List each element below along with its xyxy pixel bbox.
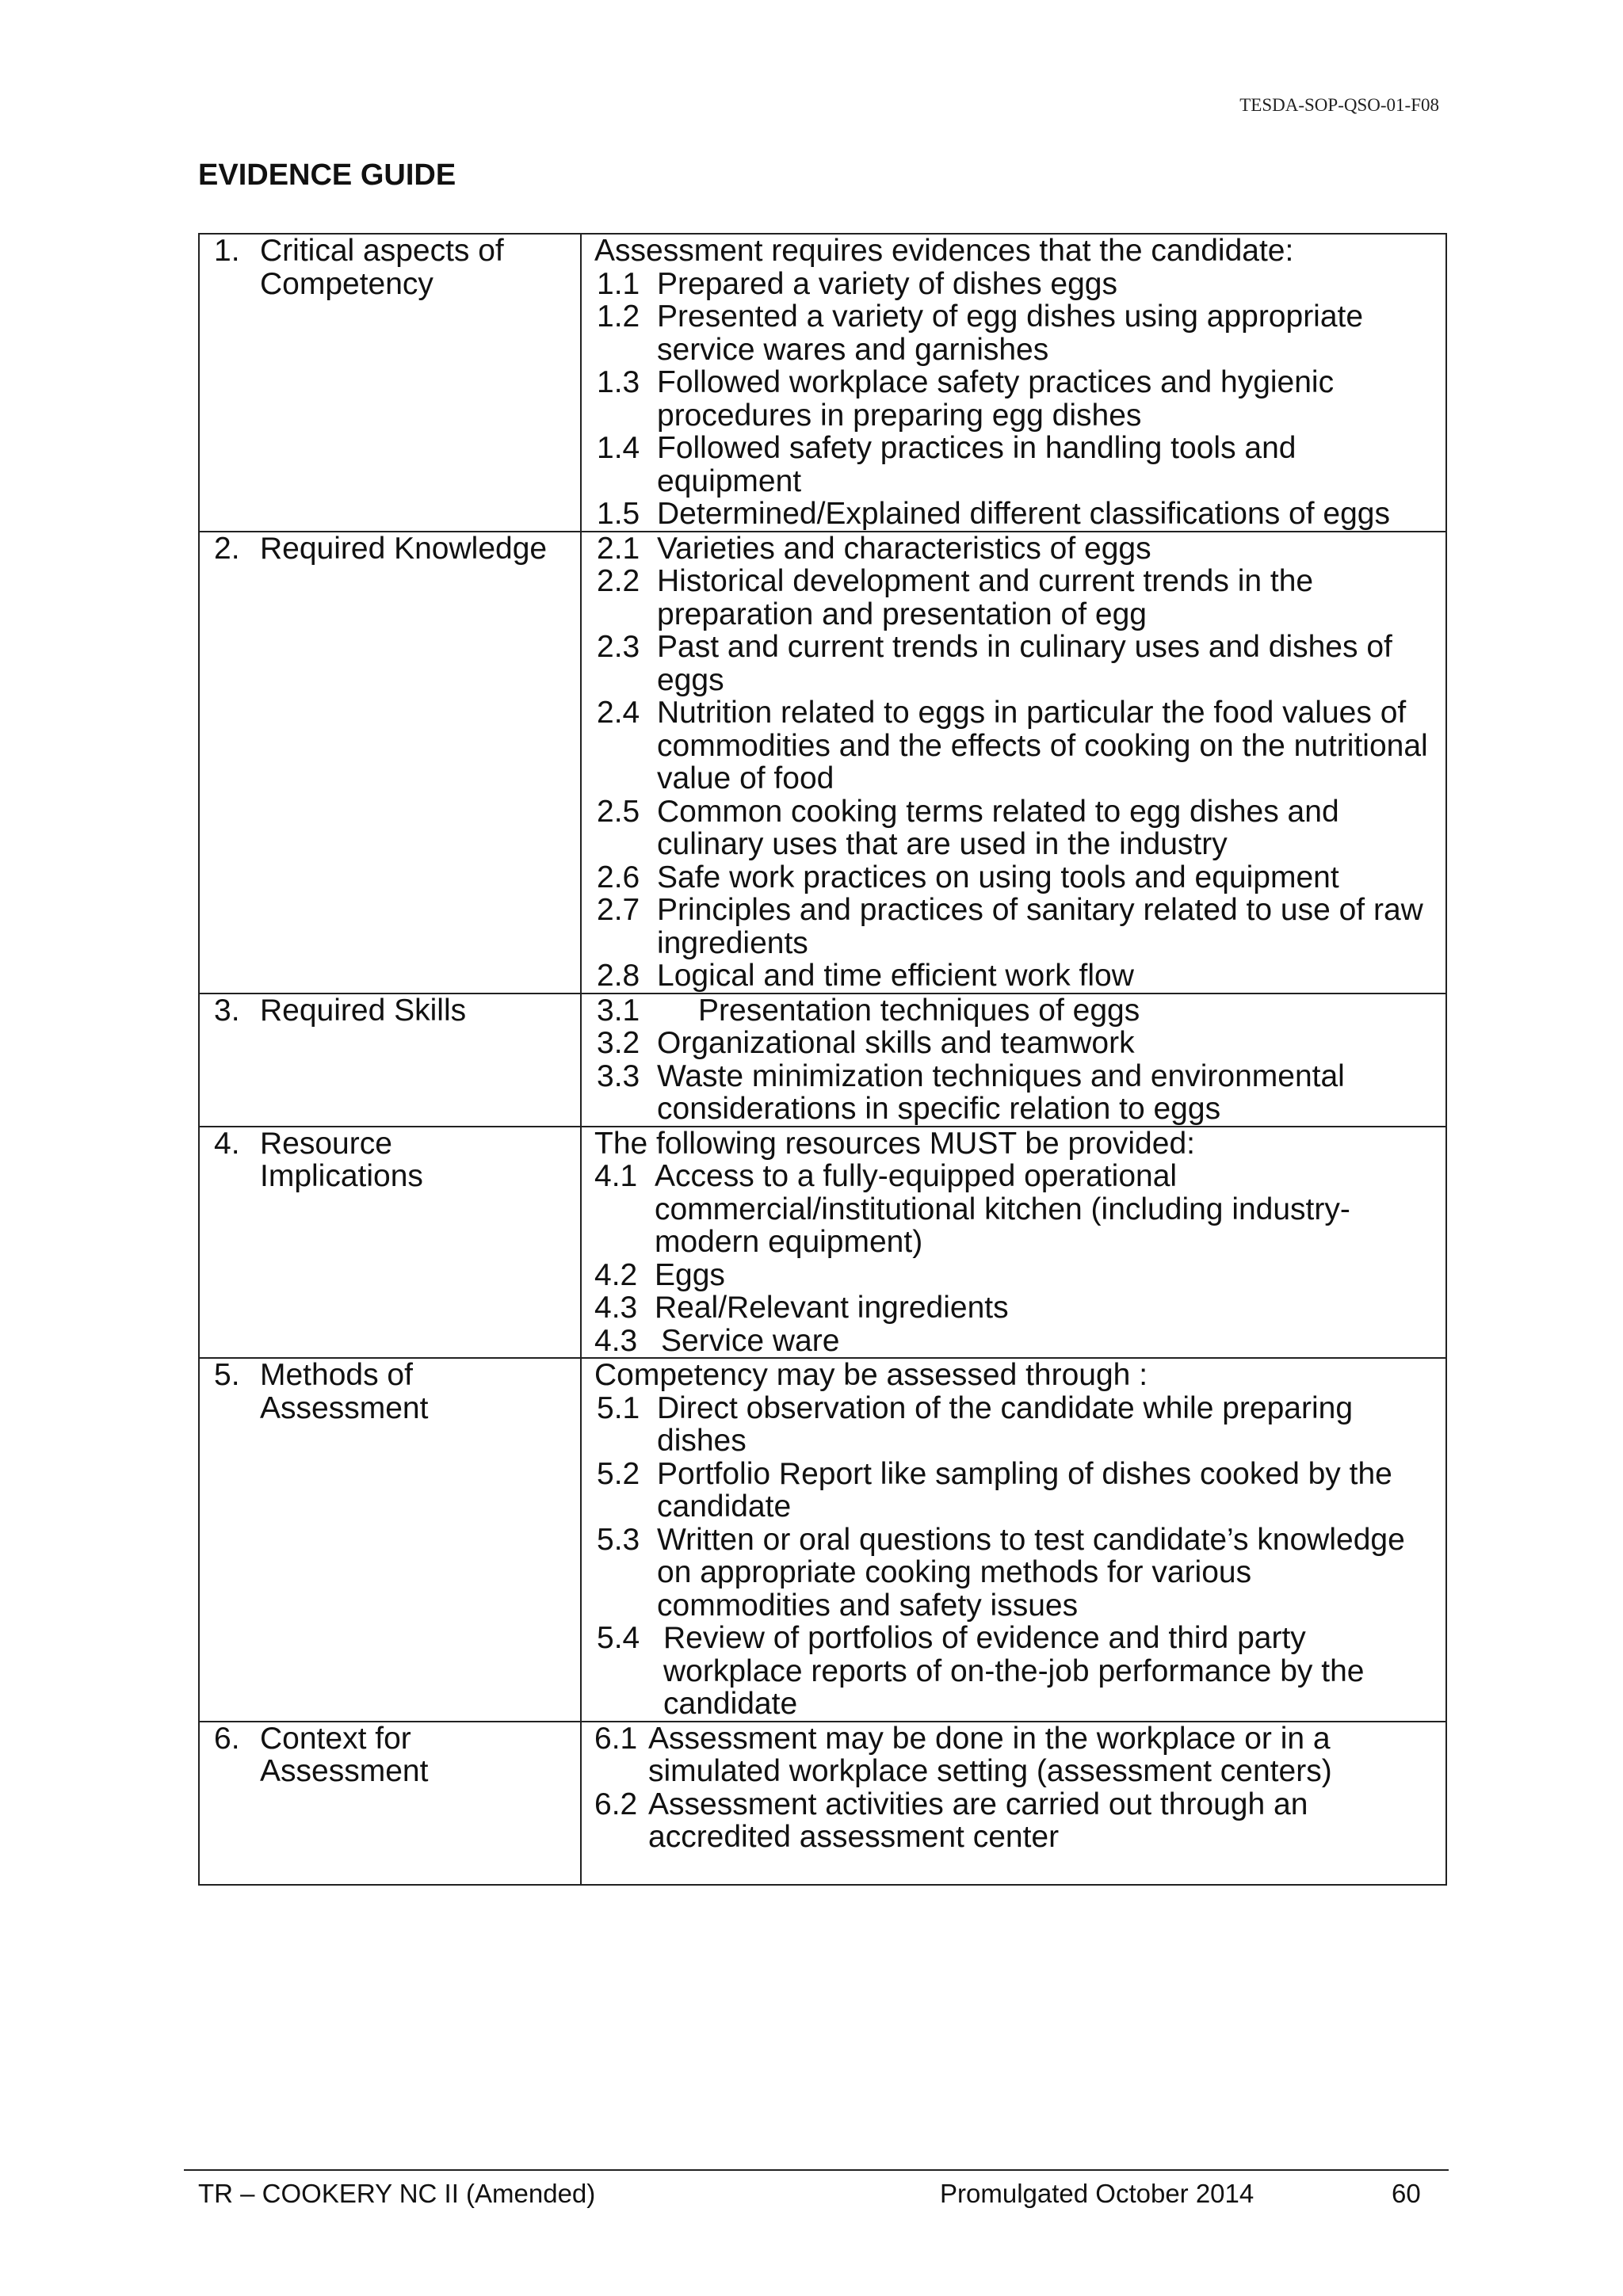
item-number: 1.3 (597, 365, 640, 399)
item-text: Principles and practices of sanitary related to use of raw ingredients (657, 893, 1423, 960)
row-label: Competency (260, 266, 433, 301)
row-number: 6. (214, 1721, 240, 1756)
table-row (199, 1358, 1446, 1722)
footer-title: TR – COOKERY NC II (Amended) (198, 2179, 596, 2208)
item-number: 5.1 (597, 1390, 640, 1425)
row-label: Context for (260, 1721, 411, 1756)
item-text: Prepared a variety of dishes eggs (657, 266, 1118, 301)
table-row (199, 994, 1446, 1127)
row-number: 5. (214, 1358, 240, 1392)
item-text: Real/Relevant ingredients (655, 1291, 1009, 1325)
row-number: 3. (214, 993, 240, 1028)
item-text: Assessment may be done in the workplace or in a simulated workplace setting (assessment centers) (648, 1721, 1332, 1788)
row-intro: The following resources MUST be provided: (594, 1126, 1195, 1161)
footer-promulgated: Promulgated October 2014 (940, 2179, 1254, 2208)
item-number: 2.7 (597, 893, 640, 927)
row-intro: Assessment requires evidences that the candidate: (594, 234, 1294, 268)
item-number: 6.2 (594, 1787, 638, 1821)
row-number: 2. (214, 531, 240, 566)
table-row (199, 1722, 1446, 1885)
item-text: Assessment activities are carried out through an accredited assessment center (648, 1787, 1308, 1854)
item-number: 4.3 (594, 1291, 638, 1325)
row-intro: Competency may be assessed through : (594, 1358, 1148, 1392)
row-label: Implications (260, 1159, 423, 1193)
item-number: 3.3 (597, 1058, 640, 1093)
item-number: 1.4 (597, 431, 640, 465)
document-code: TESDA-SOP-QSO-01-F08 (1239, 95, 1439, 115)
item-text: Followed safety practices in handling tools and equipment (657, 431, 1296, 498)
row-label: Methods of (260, 1358, 413, 1392)
item-text: Safe work practices on using tools and equipment (657, 860, 1339, 894)
item-text: Common cooking terms related to egg dishes and culinary uses that are used in the industry (657, 794, 1339, 861)
row-label: Assessment (260, 1390, 429, 1425)
item-text: Written or oral questions to test candidate’s knowledge on appropriate cooking methods for various commodities and safety issues (657, 1522, 1405, 1623)
item-text: Portfolio Report like sampling of dishes cooked by the candidate (657, 1456, 1392, 1524)
item-text: Waste minimization techniques and environmental considerations in specific relation to eggs (657, 1058, 1345, 1126)
item-number: 4.2 (594, 1257, 638, 1292)
item-text: Service ware (661, 1323, 840, 1358)
item-number: 6.1 (594, 1721, 638, 1756)
item-text: Presentation techniques of eggs (698, 993, 1140, 1028)
page-number: 60 (1392, 2179, 1421, 2208)
footer-divider (184, 2169, 1449, 2171)
item-text: Past and current trends in culinary uses and dishes of eggs (657, 630, 1392, 697)
row-label: Assessment (260, 1754, 429, 1788)
item-text: Followed workplace safety practices and hygienic procedures in preparing egg dishes (657, 365, 1335, 433)
item-number: 2.8 (597, 959, 640, 993)
item-number: 5.2 (597, 1456, 640, 1491)
row-label: Required Skills (260, 993, 467, 1028)
item-number: 4.3 (594, 1323, 638, 1358)
item-text: Logical and time efficient work flow (657, 959, 1134, 993)
item-number: 2.3 (597, 630, 640, 664)
table-row (199, 234, 1446, 532)
item-number: 5.3 (597, 1522, 640, 1557)
page-title: EVIDENCE GUIDE (198, 158, 456, 192)
item-number: 2.4 (597, 696, 640, 730)
item-text: Historical development and current trends in the preparation and presentation of egg (657, 564, 1314, 631)
row-label: Critical aspects of (260, 234, 504, 268)
item-number: 3.2 (597, 1026, 640, 1060)
item-number: 4.1 (594, 1159, 638, 1193)
item-number: 1.2 (597, 299, 640, 334)
item-text: Direct observation of the candidate while preparing dishes (657, 1390, 1354, 1458)
evidence-guide-table (198, 233, 1447, 1886)
row-number: 1. (214, 234, 240, 268)
item-number: 2.5 (597, 794, 640, 829)
item-text: Nutrition related to eggs in particular the food values of commodities and the effects of cooking on the nutritional value of food (657, 696, 1428, 795)
item-number: 2.6 (597, 860, 640, 894)
item-text: Organizational skills and teamwork (657, 1026, 1135, 1060)
item-number: 5.4 (597, 1621, 640, 1655)
item-number: 1.1 (597, 266, 640, 301)
item-text: Access to a fully-equipped operational commercial/institutional kitchen (including industry-modern equipment) (655, 1159, 1350, 1259)
item-number: 1.5 (597, 497, 640, 531)
item-number: 2.2 (597, 564, 640, 598)
item-text: Eggs (655, 1257, 725, 1292)
item-text: Varieties and characteristics of eggs (657, 531, 1151, 566)
item-number: 2.1 (597, 531, 640, 566)
row-number: 4. (214, 1126, 240, 1161)
table-row (199, 532, 1446, 994)
item-number: 3.1 (597, 993, 640, 1028)
item-text: Review of portfolios of evidence and third party workplace reports of on-the-job performance by the candidate (663, 1621, 1365, 1721)
row-label: Resource (260, 1126, 392, 1161)
table-row (199, 1127, 1446, 1359)
item-text: Presented a variety of egg dishes using appropriate service wares and garnishes (657, 299, 1364, 367)
item-text: Determined/Explained different classifications of eggs (657, 497, 1390, 531)
row-label: Required Knowledge (260, 531, 548, 566)
